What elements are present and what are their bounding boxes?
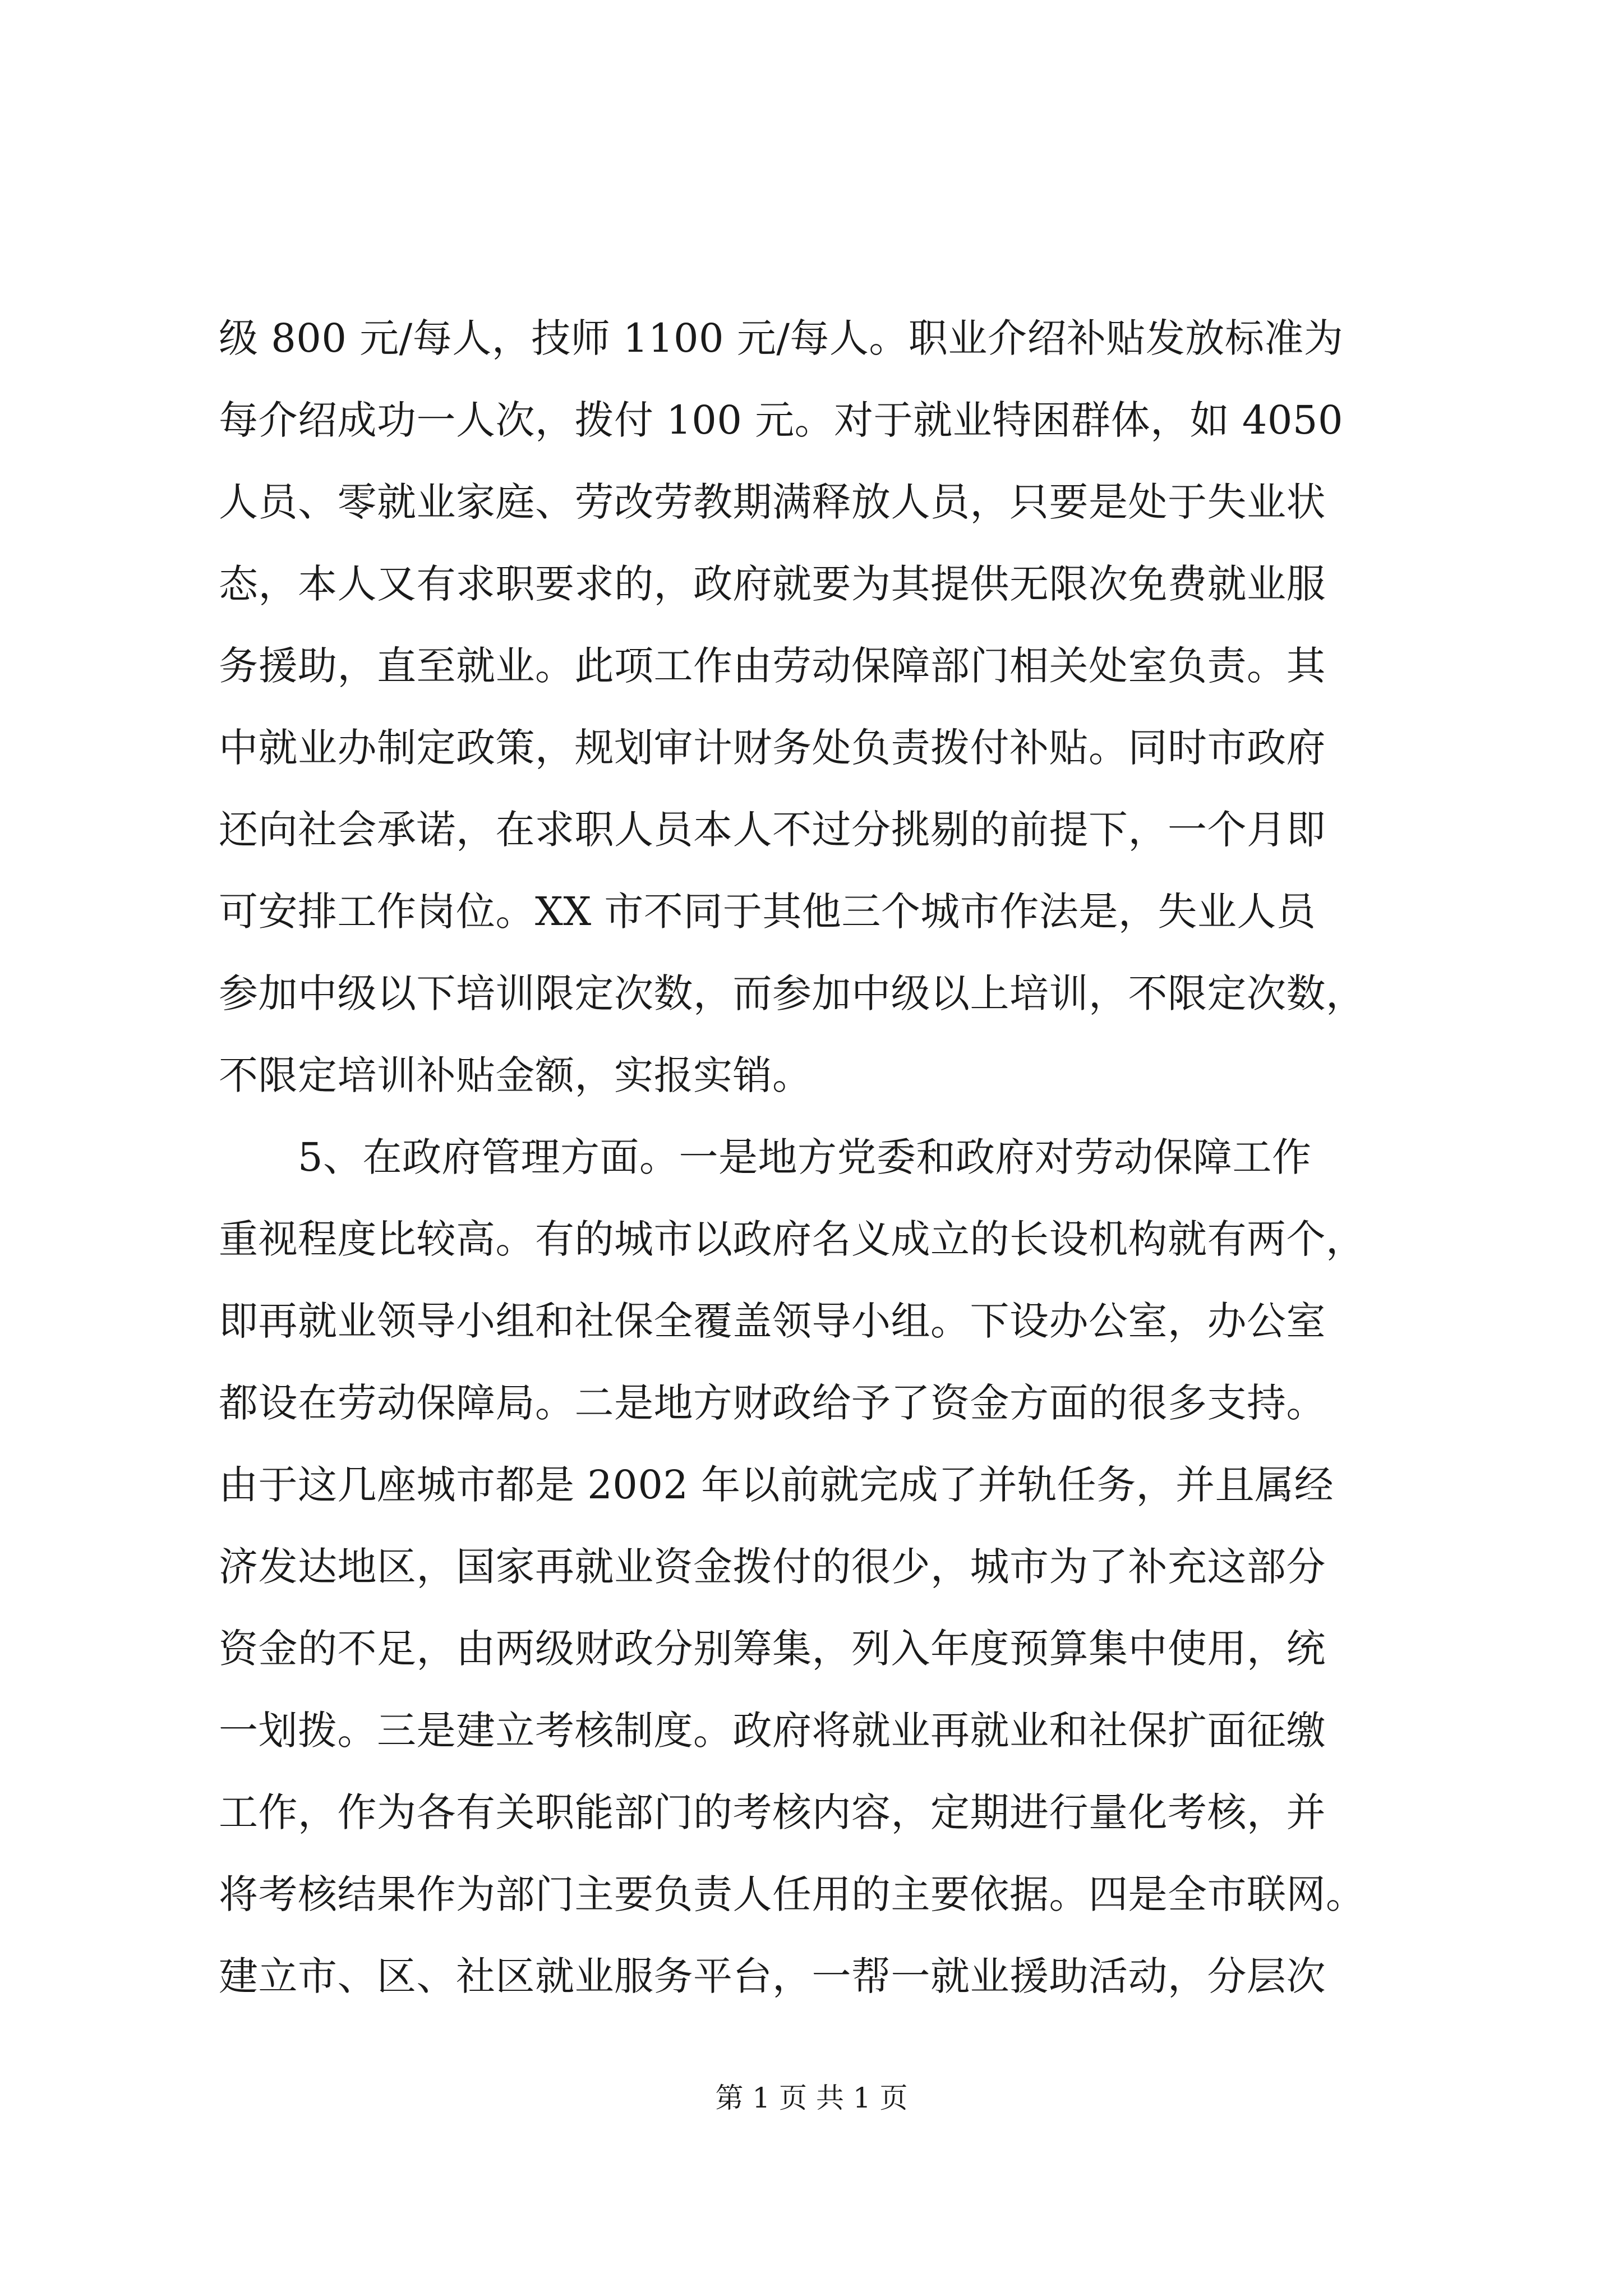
text-line: 济发达地区，国家再就业资金拨付的很少，城市为了补充这部分 xyxy=(219,1544,1326,1590)
text-line: 重视程度比较高。有的城市以政府名义成立的长设机构就有两个， xyxy=(219,1216,1366,1262)
text-line: 建立市、区、社区就业服务平台，一帮一就业援助活动，分层次 xyxy=(219,1953,1326,1999)
text-line: 由于这几座城市都是 2002 年以前就完成了并轨任务，并且属经 xyxy=(219,1462,1334,1508)
text-line: 工作，作为各有关职能部门的考核内容，定期进行量化考核，并 xyxy=(219,1789,1326,1835)
text-line: 还向社会承诺，在求职人员本人不过分挑剔的前提下，一个月即 xyxy=(219,807,1326,853)
text-line: 可安排工作岗位。XX 市不同于其他三个城市作法是，失业人员 xyxy=(219,889,1316,935)
text-line: 参加中级以下培训限定次数，而参加中级以上培训，不限定次数， xyxy=(219,970,1366,1016)
page-footer xyxy=(0,2076,1623,2116)
text-line: 都设在劳动保障局。二是地方财政给予了资金方面的很多支持。 xyxy=(219,1380,1326,1426)
text-line: 资金的不足，由两级财政分别筹集，列入年度预算集中使用，统 xyxy=(219,1626,1326,1672)
text-line: 不限定培训补贴金额，实报实销。 xyxy=(219,1052,812,1098)
page-number-label: 第 1 页 共 1 页 xyxy=(715,2082,908,2114)
text-line: 态，本人又有求职要求的，政府就要为其提供无限次免费就业服 xyxy=(219,561,1326,607)
text-line: 中就业办制定政策，规划审计财务处负责拨付补贴。同时市政府 xyxy=(219,725,1326,771)
text-line: 将考核结果作为部门主要负责人任用的主要依据。四是全市联网。 xyxy=(219,1871,1366,1917)
text-line: 即再就业领导小组和社保全覆盖领导小组。下设办公室，办公室 xyxy=(219,1298,1326,1344)
text-line: 5、在政府管理方面。一是地方党委和政府对劳动保障工作 xyxy=(219,1134,1312,1180)
text-line: 每介绍成功一人次，拨付 100 元。对于就业特困群体，如 4050 xyxy=(219,397,1344,443)
text-line: 一划拨。三是建立考核制度。政府将就业再就业和社保扩面征缴 xyxy=(219,1708,1326,1754)
text-line: 级 800 元/每人，技师 1100 元/每人。职业介绍补贴发放标准为 xyxy=(219,315,1344,361)
text-line: 务援助，直至就业。此项工作由劳动保障部门相关处室负责。其 xyxy=(219,643,1326,689)
text-line: 人员、零就业家庭、劳改劳教期满释放人员，只要是处于失业状 xyxy=(219,479,1326,525)
body-text xyxy=(219,297,1419,2017)
